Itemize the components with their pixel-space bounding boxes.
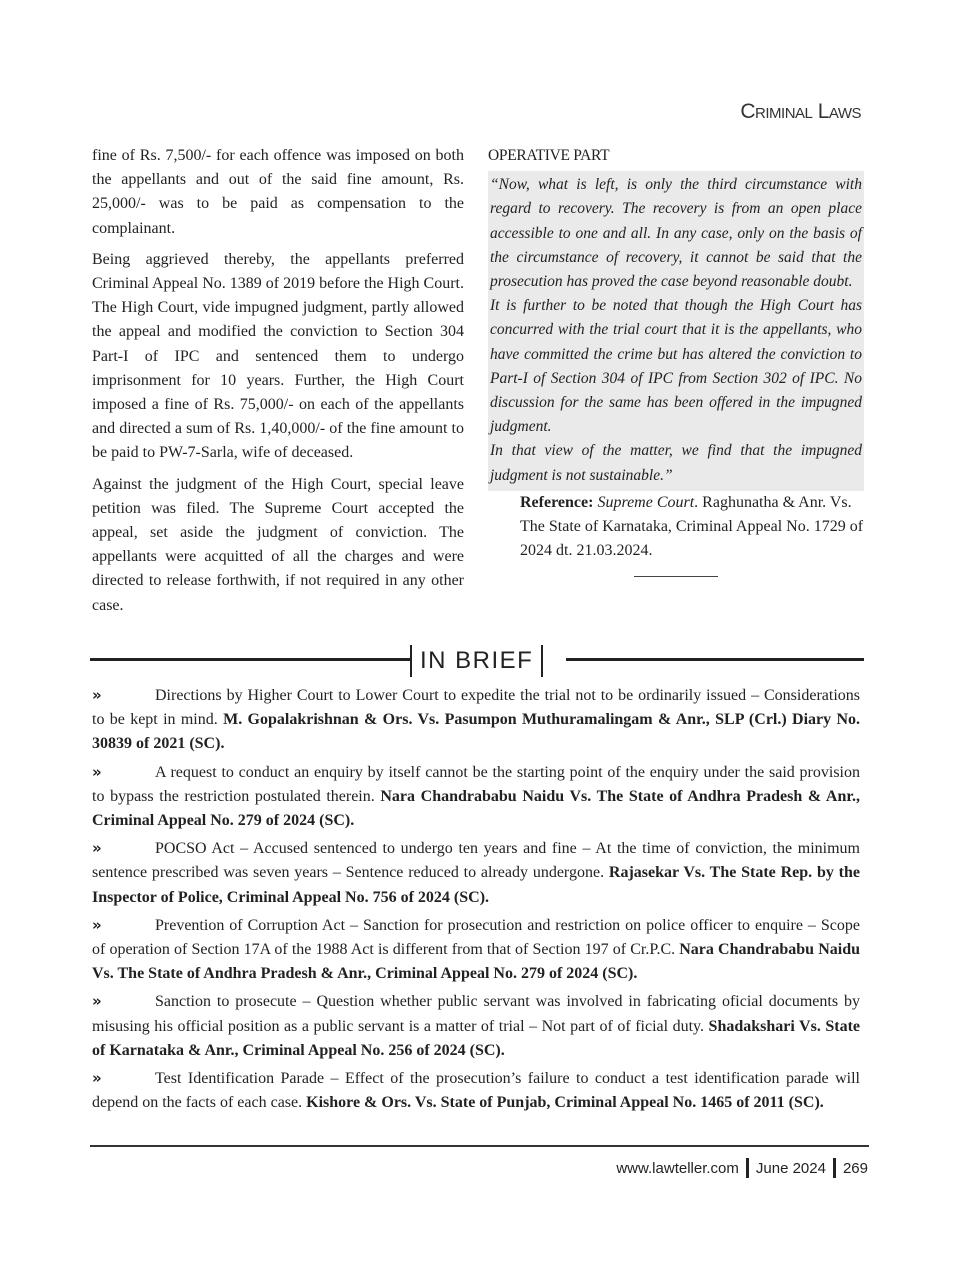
item-text: Prevention of Corruption Act – Sanction for prosecution and restriction on police officer to enquire – Scope of operation of Section 17A of the 1988 Act is different from that of Section 197 of Cr.P.C.	[92, 916, 860, 959]
paragraph: Against the judgment of the High Court, special leave petition was filed. The Supreme Court accepted the appeal, set aside the judgment of conviction. The appellants were acquitted of all the charges and were directed to release forthwith, if not required in any other case.	[92, 475, 464, 614]
website-link[interactable]: www.lawteller.com	[616, 1159, 739, 1177]
double-chevron-icon: »	[92, 915, 102, 934]
footer	[616, 1158, 868, 1178]
paragraph: Being aggrieved thereby, the appellants preferred Criminal Appeal No. 1389 of 2019 before the High Court. The High Court, vide impugned judgment, partly allowed the appeal and modified the conviction to Section 304 Part-I of IPC and sentenced them to undergo imprisonment for 10 years. Further, the High Court imposed a fine of Rs. 75,000/- on each of the appellants and directed a sum of Rs. 1,40,000/- of the fine amount to be paid to PW-7-Sarla, wife of deceased.	[92, 250, 464, 462]
paragraph: fine of Rs. 7,500/- for each offence was imposed on both the appellants and out of the said fine amount, Rs. 25,000/- was to be paid as compensation to the complainant.	[92, 147, 464, 237]
list-item	[92, 1066, 860, 1115]
footer-divider	[746, 1158, 749, 1178]
divider-left	[90, 658, 410, 661]
quote-paragraph: It is further to be noted that though the High Court has concurred with the trial court that it is the appellants, who have committed the crime but has altered the conviction to Part-I of Section 304 of IPC from Section 302 of IPC. No discussion for the same has been offered in the impugned judgment.	[490, 297, 862, 436]
item-text: POCSO Act – Accused sentenced to undergo ten years and fine – At the time of conviction, the minimum sentence prescribed was seven years – Sentence reduced to already undergone.	[92, 840, 860, 882]
double-chevron-icon: »	[92, 839, 102, 858]
double-chevron-icon: »	[92, 992, 102, 1011]
list-item	[92, 989, 860, 1063]
left-column	[92, 144, 464, 625]
reference-label: Reference:	[520, 493, 594, 511]
item-citation: Kishore & Ors. Vs. State of Punjab, Criminal Appeal No. 1465 of 2011 (SC).	[306, 1094, 824, 1112]
item-citation: Shadakshari Vs. State of Karnataka & Anr., Criminal Appeal No. 256 of 2024 (SC).	[92, 1017, 861, 1059]
item-text: Sanction to prosecute – Question whether public servant was involved in fabricating oficial documents by misusing his official position as a public servant is a matter of trial – Not part of of ficial duty.	[92, 993, 860, 1035]
list-item	[92, 683, 860, 757]
list-item	[92, 836, 860, 910]
item-text: A request to conduct an enquiry by itself cannot be the starting point of the enquiry under the said provision to bypass the restriction postulated therein.	[92, 763, 860, 805]
quote-paragraph: In that view of the matter, we find that the impugned judgment is not sustainable.”	[490, 442, 862, 484]
item-text: Test Identification Parade – Effect of the prosecution’s failure to conduct a test identification parade will depend on the facts of each case.	[92, 1070, 860, 1112]
item-citation: Nara Chandrababu Naidu Vs. The State of Andhra Pradesh & Anr., Criminal Appeal No. 279 of 2024 (SC).	[92, 787, 861, 830]
quote-paragraph: “Now, what is left, is only the third circumstance with regard to recovery. The recovery is from an open place accessible to one and all. In any case, only on the basis of the circumstance of recovery, it cannot be said that the prosecution has proved the case beyond reasonable doubt.	[490, 176, 862, 291]
double-chevron-icon: »	[92, 1069, 102, 1088]
section-header: Criminal Laws	[740, 100, 861, 123]
list-item	[92, 760, 860, 834]
item-citation: Rajasekar Vs. The State Rep. by the Inspector of Police, Criminal Appeal No. 756 of 2024 (SC).	[92, 864, 861, 906]
item-citation: Nara Chandrababu Naidu Vs. The State of Andhra Pradesh & Anr., Criminal Appeal No. 279 of 2024 (SC).	[92, 941, 861, 983]
reference-text: . Raghunatha & Anr. Vs. The State of Karnataka, Criminal Appeal No. 1729 of 2024 dt. 21.03.2024.	[520, 493, 864, 560]
in-brief-heading: IN BRIEF	[410, 645, 543, 677]
double-chevron-icon: »	[92, 686, 102, 704]
in-brief-list	[92, 683, 860, 1118]
reference-court: Supreme Court	[597, 493, 695, 511]
list-item	[92, 913, 860, 987]
divider-right	[566, 658, 864, 661]
item-citation: M. Gopalakrishnan & Ors. Vs. Pasumpon Muthuramalingam & Anr., SLP (Crl.) Diary No. 30839 of 2021 (SC).	[92, 711, 861, 753]
footer-divider	[833, 1158, 836, 1178]
right-column	[488, 144, 864, 577]
footer-rule	[90, 1145, 869, 1147]
issue-date: June 2024	[755, 1159, 826, 1177]
operative-quote	[488, 171, 864, 491]
separator	[634, 576, 718, 577]
operative-part-heading: OPERATIVE PART	[488, 147, 610, 164]
double-chevron-icon: »	[92, 762, 102, 781]
reference	[520, 491, 864, 564]
item-text: Directions by Higher Court to Lower Court to expedite the trial not to be ordinarily issued – Considerations to be kept in mind.	[92, 687, 860, 729]
page-number: 269	[842, 1159, 868, 1177]
